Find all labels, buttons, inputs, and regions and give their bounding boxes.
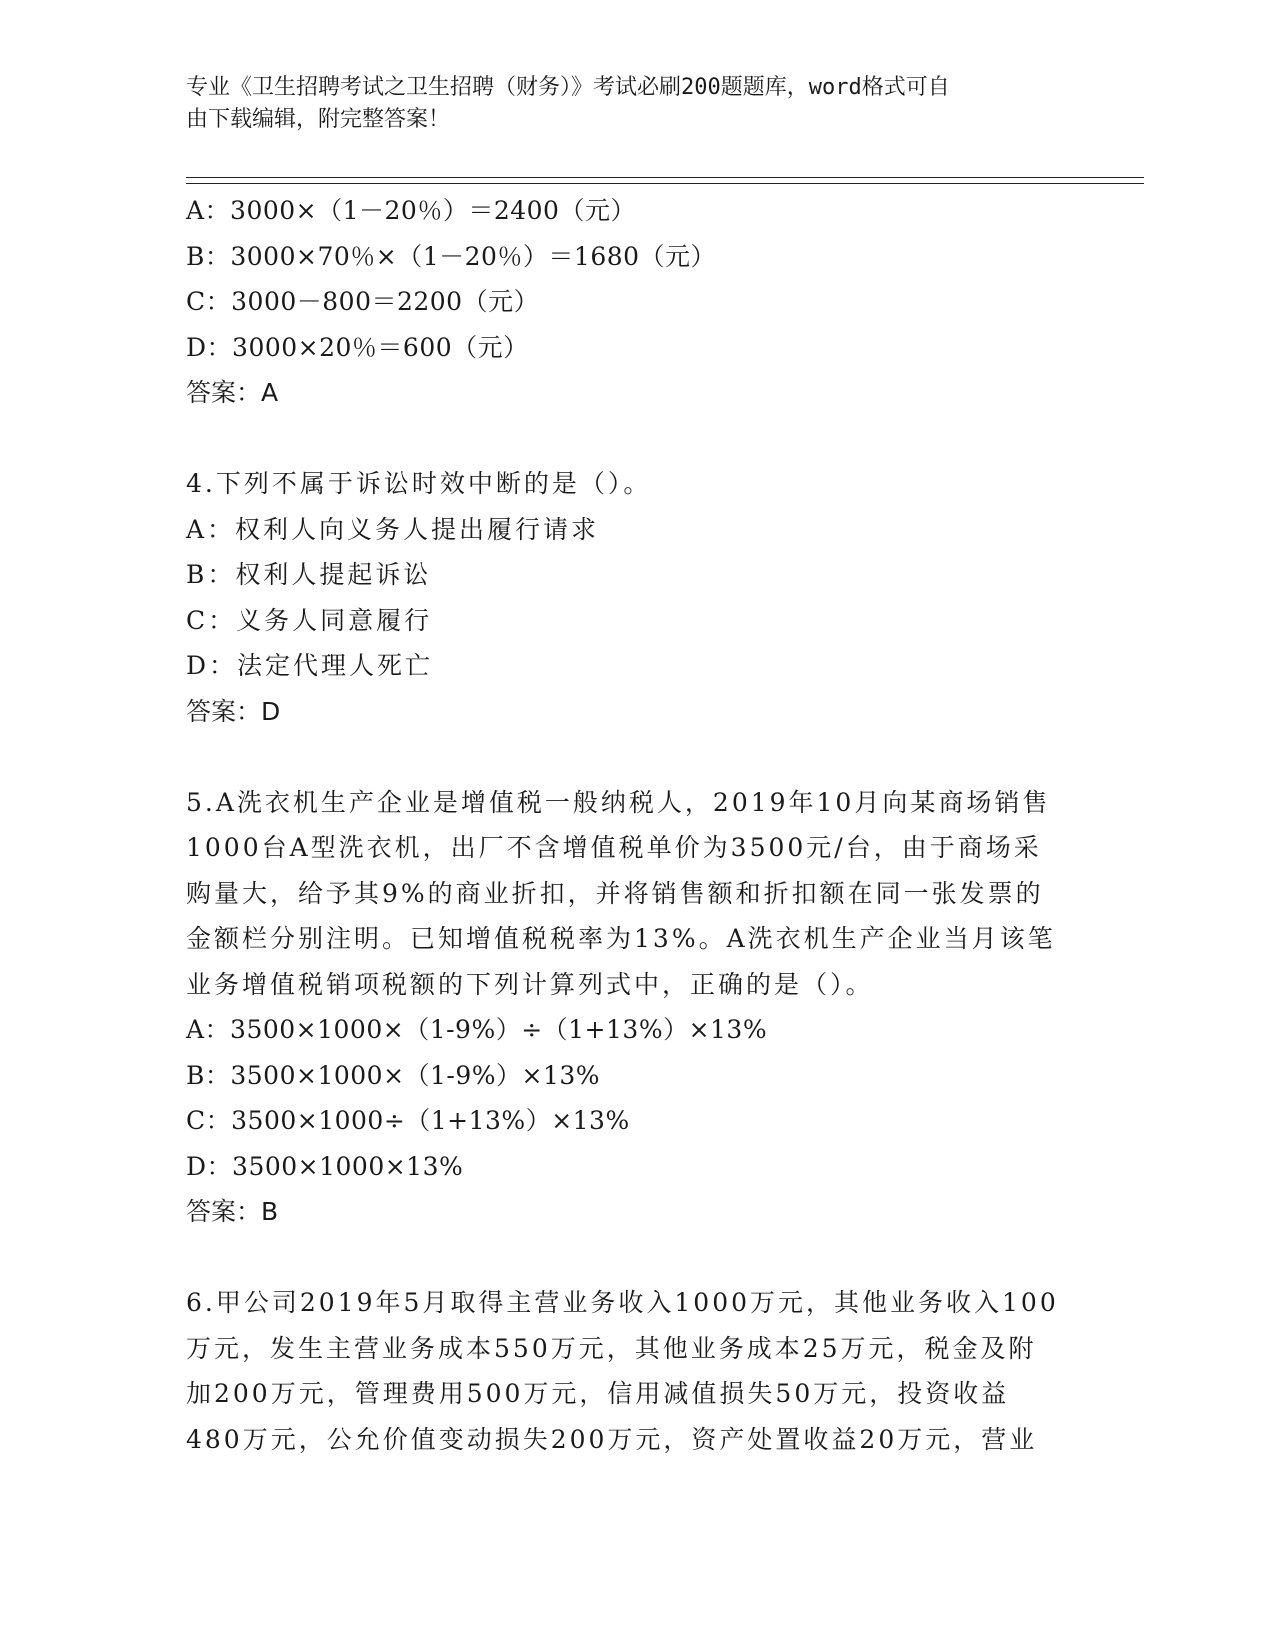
spacer (186, 734, 1086, 780)
option-c: C：义务人同意履行 (186, 605, 433, 635)
question-stem: 4.下列不属于诉讼时效中断的是（）。 (186, 469, 652, 498)
question-stem-line: 1000台A型洗衣机，出厂不含增值税单价为3500元/台，由于商场采 (186, 833, 1042, 862)
spacer (186, 1235, 1086, 1281)
answer-line: 答案：D (186, 696, 281, 726)
option-b: B：3000×70％×（1－20％）＝1680（元） (186, 241, 717, 271)
question-stem-line: 加200万元，管理费用500万元，信用减值损失50万元，投资收益 (186, 1379, 1010, 1408)
question-5 (186, 780, 1086, 1235)
question-stem-line: 6.甲公司2019年5月取得主营业务收入1000万元，其他业务收入100 (186, 1288, 1059, 1317)
question-stem-line: 购量大，给予其9%的商业折扣，并将销售额和折扣额在同一张发票的 (186, 878, 1044, 908)
spacer (186, 416, 1086, 462)
header-line-2: 由下载编辑，附完整答案！ (186, 107, 451, 132)
question-stem-line: 金额栏分别注明。已知增值税税率为13%。A洗衣机生产企业当月该笔 (186, 924, 1056, 953)
option-c: C：3000－800＝2200（元） (186, 287, 540, 316)
question-3 (186, 188, 1086, 416)
question-stem-line: 5.A洗衣机生产企业是增值税一般纳税人，2019年10月向某商场销售 (186, 787, 1051, 817)
question-4 (186, 461, 1086, 734)
option-a: A：3000×（1－20％）＝2400（元） (186, 196, 636, 225)
answer-line: 答案：A (186, 378, 279, 407)
question-stem-line: 业务增值税销项税额的下列计算列式中，正确的是（）。 (186, 969, 874, 999)
page-header (186, 72, 1066, 136)
question-stem-line: 万元，发生主营业务成本550万元，其他业务成本25万元，税金及附 (186, 1333, 1037, 1363)
option-a: A：3500×1000×（1-9%）÷（1+13%）×13% (186, 1015, 768, 1044)
header-divider-bottom (186, 183, 1144, 184)
answer-line: 答案：B (186, 1197, 279, 1226)
question-6 (186, 1280, 1086, 1462)
header-divider-top (186, 177, 1144, 178)
question-stem-line: 480万元，公允价值变动损失200万元，资产处置收益20万元，营业 (186, 1424, 1038, 1454)
option-c: C：3500×1000÷（1+13%）×13% (186, 1106, 630, 1135)
option-d: D：法定代理人死亡 (186, 651, 434, 680)
header-line-1: 专业《卫生招聘考试之卫生招聘（财务）》考试必刷200题题库，word格式可自 (186, 75, 950, 100)
option-d: D：3500×1000×13% (186, 1151, 464, 1181)
option-a: A：权利人向义务人提出履行请求 (186, 514, 600, 544)
option-b: B：权利人提起诉讼 (186, 560, 432, 589)
document-body (186, 188, 1086, 1462)
option-d: D：3000×20％＝600（元） (186, 332, 529, 362)
option-b: B：3500×1000×（1-9%）×13% (186, 1060, 601, 1090)
